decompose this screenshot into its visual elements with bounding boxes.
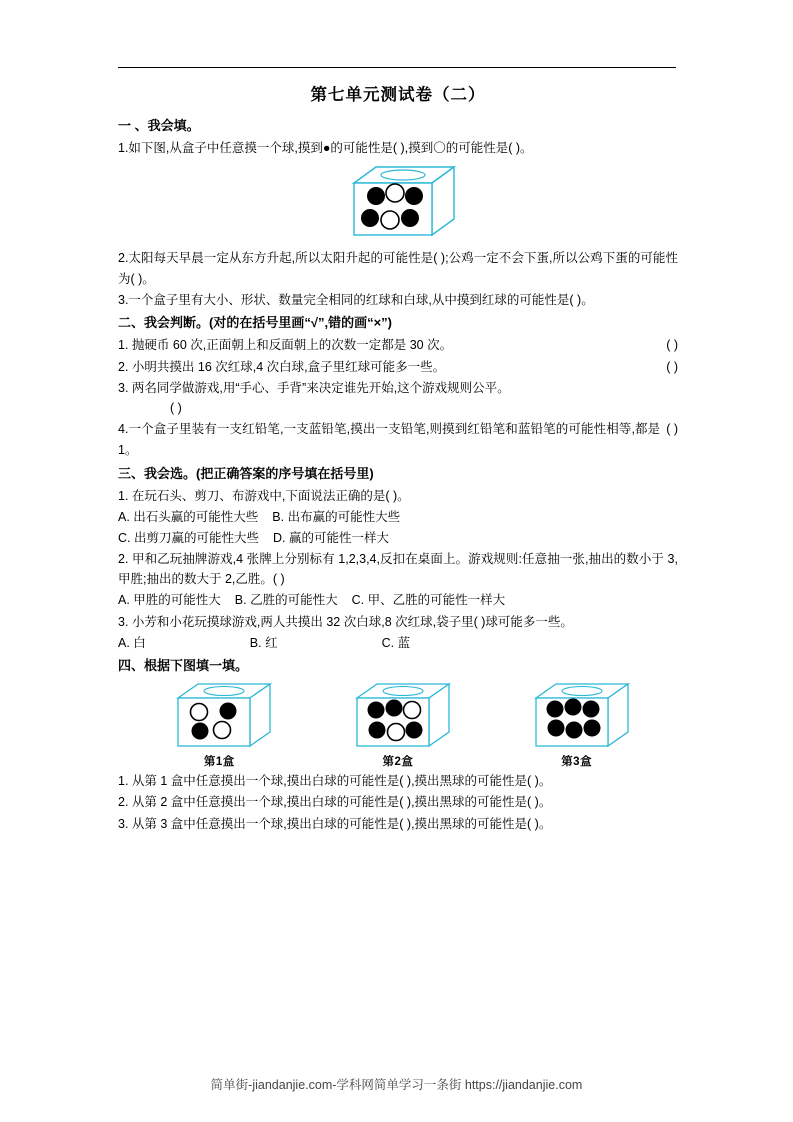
question-1-2: 2.太阳每天早晨一定从东方升起,所以太阳升起的可能性是( );公鸡一定不会下蛋,所以公鸡下蛋的可能性为( )。: [118, 251, 678, 286]
section-heading-three: 三、我会选。(把正确答案的序号填在括号里): [118, 465, 374, 481]
question-2-4: [118, 419, 678, 460]
question-3-3-stem: 3. 小芳和小花玩摸球游戏,两人共摸出 32 次白球,8 次红球,袋子里( )球可能多一些。: [118, 614, 573, 629]
figure-box-1: [160, 682, 278, 769]
option-a[interactable]: A. 出石头赢的可能性大些: [118, 510, 259, 525]
question-3-1-stem: 1. 在玩石头、剪刀、布游戏中,下面说法正确的是( )。: [118, 489, 410, 504]
answer-bracket[interactable]: ( ): [666, 422, 678, 437]
figure-caption-2: 第2盒: [382, 756, 414, 769]
question-2-3: [118, 378, 678, 419]
figure-caption-1: 第1盒: [203, 756, 235, 769]
ball-box-icon: [339, 682, 457, 750]
question-3-2-stem: 2. 甲和乙玩抽牌游戏,4 张牌上分别标有 1,2,3,4,反扣在桌面上。游戏规则:任意抽一张,抽出的数小于 3,甲胜;抽出的数大于 2,乙胜。( ): [118, 551, 678, 587]
question-3-3-options: [118, 633, 678, 653]
question-2-1: [118, 335, 678, 355]
answer-bracket[interactable]: ( ): [666, 359, 678, 374]
document-content: [118, 84, 678, 835]
question-2-2: [118, 357, 678, 377]
ball-box-icon: [160, 682, 278, 750]
answer-bracket[interactable]: ( ): [666, 338, 678, 353]
figure-box-3: [518, 682, 636, 769]
question-1-1: 1.如下图,从盒子中任意摸一个球,摸到●的可能性是( ),摸到〇的可能性是( )。: [118, 141, 533, 156]
option-a[interactable]: A. 白: [118, 635, 146, 650]
option-b[interactable]: B. 红: [249, 635, 278, 650]
option-c[interactable]: C. 出剪刀赢的可能性大些: [118, 530, 259, 545]
header-divider: [118, 67, 676, 68]
page-title: 第七单元测试卷（二）: [310, 86, 486, 104]
section-heading-two: 二、我会判断。(对的在括号里画“√”,错的画“×”): [118, 315, 392, 331]
question-4-1: 1. 从第 1 盒中任意摸出一个球,摸出白球的可能性是( ),摸出黑球的可能性是( )。: [118, 774, 552, 789]
answer-bracket[interactable]: ( ): [170, 401, 182, 416]
question-3-2-options: [118, 590, 678, 610]
question-4-3: 3. 从第 3 盒中任意摸出一个球,摸出白球的可能性是( ),摸出黑球的可能性是( )。: [118, 816, 552, 831]
question-1-3: 3.一个盒子里有大小、形状、数量完全相同的红球和白球,从中摸到红球的可能性是( )。: [118, 292, 594, 307]
page-footer: 简单街-jiandanjie.com-学科网简单学习一条街 https://jiandanjie.com: [210, 1078, 583, 1092]
question-2-1-text: 1. 抛硬币 60 次,正面朝上和反面朝上的次数一定都是 30 次。: [118, 338, 453, 353]
question-4-2: 2. 从第 2 盒中任意摸出一个球,摸出白球的可能性是( ),摸出黑球的可能性是( )。: [118, 795, 552, 810]
figure-box-row: [118, 682, 678, 769]
question-2-3-text: 3. 两名同学做游戏,用“手心、手背”来决定谁先开始,这个游戏规则公平。: [118, 380, 510, 395]
ball-box-icon: [518, 682, 636, 750]
option-a[interactable]: A. 甲胜的可能性大: [118, 593, 221, 608]
question-2-2-text: 2. 小明共摸出 16 次红球,4 次白球,盒子里红球可能多一些。: [118, 359, 446, 374]
figure-caption-3: 第3盒: [561, 756, 593, 769]
option-d[interactable]: D. 赢的可能性一样大: [272, 530, 389, 545]
option-b[interactable]: B. 乙胜的可能性大: [234, 593, 338, 608]
option-c[interactable]: C. 蓝: [381, 635, 411, 650]
option-b[interactable]: B. 出布赢的可能性大些: [272, 510, 401, 525]
option-c[interactable]: C. 甲、乙胜的可能性一样大: [351, 593, 506, 608]
question-3-1-options: [118, 507, 678, 548]
figure-box-2: [339, 682, 457, 769]
question-2-4-text: 4.一个盒子里装有一支红铅笔,一支蓝铅笔,摸出一支铅笔,则摸到红铅笔和蓝铅笔的可能性相等,都是 1。: [118, 422, 661, 457]
ball-box-icon: [332, 165, 464, 239]
section-heading-one: 一 、我会填。: [118, 118, 200, 134]
figure-box-single: [118, 165, 678, 239]
section-heading-four: 四、根据下图填一填。: [118, 658, 249, 674]
